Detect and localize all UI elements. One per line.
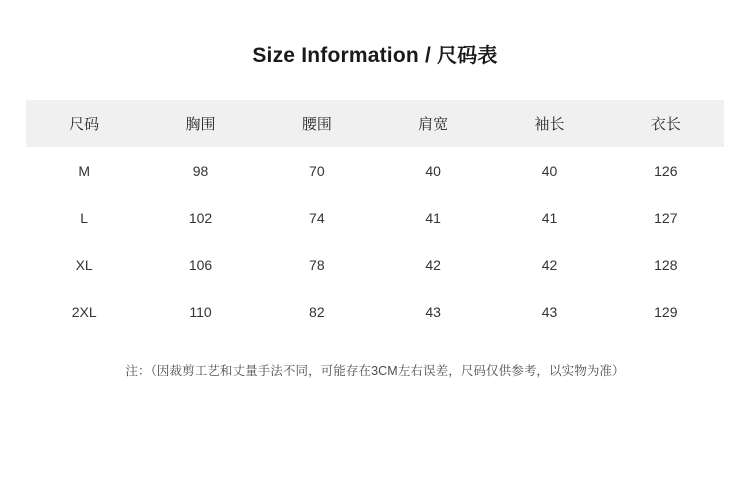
cell-waist: 74 [309, 209, 325, 226]
column-header-waist: 腰围 [301, 116, 332, 133]
cell-length: 129 [654, 303, 678, 320]
table-row [26, 147, 724, 194]
table-header-row [26, 100, 724, 147]
page-title-cn: 尺码表 [437, 45, 498, 67]
column-header-shoulder: 肩宽 [418, 116, 449, 133]
cell-bust: 106 [188, 256, 213, 273]
cell-shoulder: 42 [425, 256, 441, 273]
column-header-bust: 胸围 [185, 116, 216, 133]
cell-sleeve: 43 [541, 303, 558, 320]
cell-waist: 78 [309, 256, 325, 273]
column-header-sleeve: 袖长 [534, 116, 565, 133]
page-title-en: Size Information [252, 44, 419, 67]
table-row [26, 241, 724, 288]
cell-bust: 110 [189, 303, 212, 320]
size-table [26, 100, 724, 335]
cell-size: XL [75, 256, 93, 273]
cell-length: 127 [654, 209, 678, 226]
column-header-length: 衣长 [650, 116, 681, 133]
page-title [0, 43, 750, 69]
table-row [26, 194, 724, 241]
cell-shoulder: 43 [425, 303, 441, 320]
cell-waist: 82 [309, 303, 325, 320]
cell-length: 128 [654, 256, 678, 273]
cell-sleeve: 40 [541, 162, 558, 179]
cell-size: L [80, 209, 89, 226]
size-table-container [26, 100, 724, 335]
cell-shoulder: 40 [425, 162, 441, 179]
cell-sleeve: 41 [541, 209, 558, 226]
column-header-size: 尺码 [69, 116, 100, 133]
cell-waist: 70 [309, 162, 325, 179]
cell-length: 126 [654, 162, 678, 179]
page-title-separator: / [424, 44, 431, 67]
size-information-page [0, 43, 750, 496]
cell-bust: 98 [192, 162, 209, 179]
cell-shoulder: 41 [425, 209, 441, 226]
table-row [26, 288, 724, 335]
size-table-body [26, 147, 724, 335]
measurement-note: 注：（因裁剪工艺和丈量手法不同，可能存在3CM左右误差，尺码仅供参考，以实物为准） [125, 364, 625, 378]
cell-size: 2XL [71, 303, 97, 320]
cell-bust: 102 [188, 209, 213, 226]
cell-size: M [78, 162, 90, 179]
cell-sleeve: 42 [541, 256, 558, 273]
size-table-head [26, 100, 724, 147]
